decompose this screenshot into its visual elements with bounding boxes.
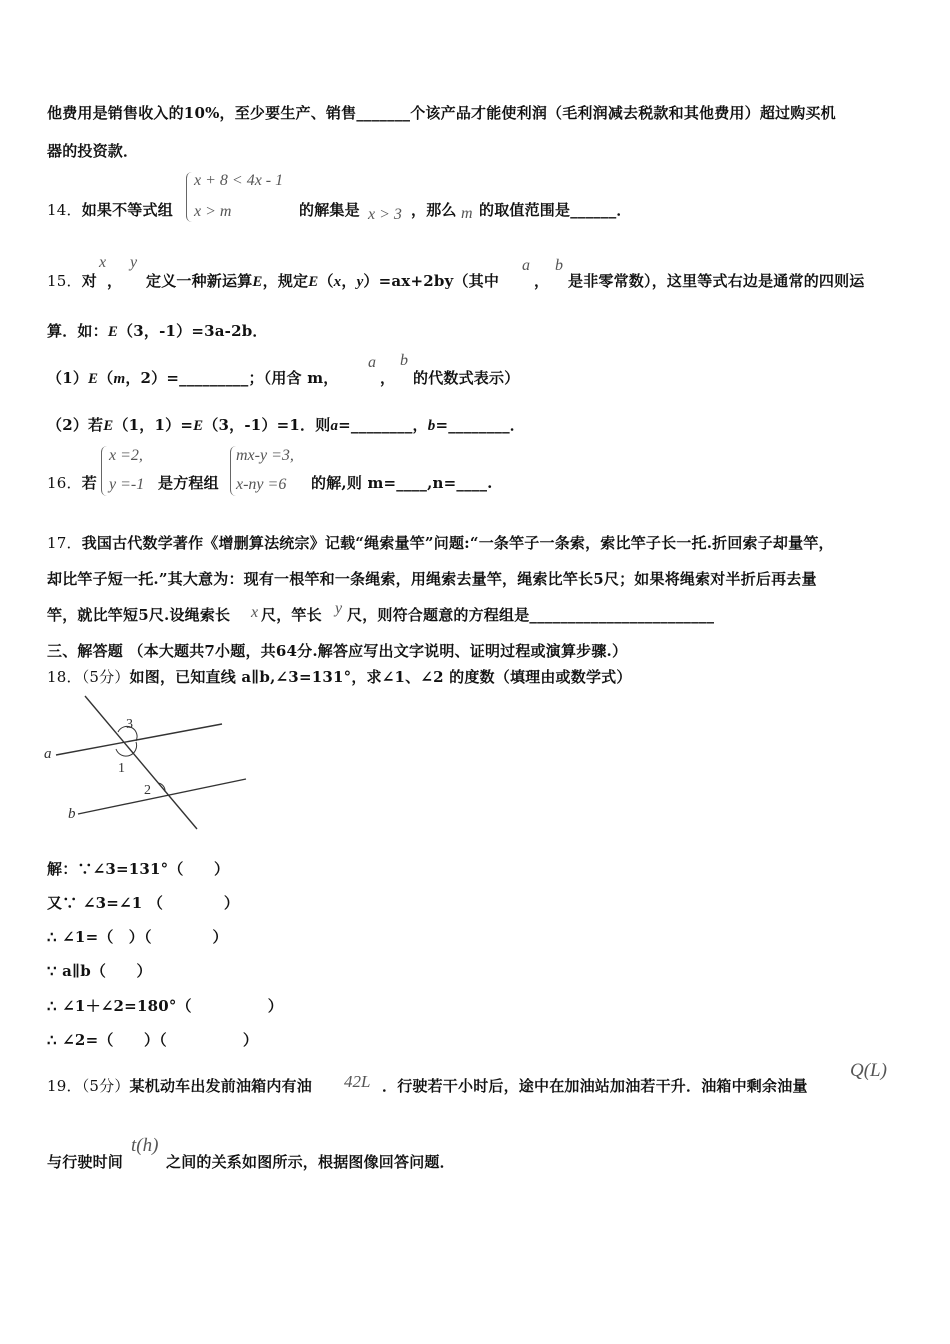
q15-p1b: （ xyxy=(98,369,114,387)
q15-p2a: （2）若 xyxy=(47,416,104,434)
section-3-heading: 三、解答题 （本大题共7小题，共64分.解答应写出文字说明、证明过程或演算步骤.） xyxy=(47,642,628,660)
q15-a4: （ xyxy=(318,272,334,290)
q14-var-m: m xyxy=(461,205,473,222)
q15-p1c: ，2）=_________；（用含 xyxy=(125,369,302,387)
q14-text-b: 的解集是 xyxy=(299,201,360,219)
q15-number: 15． xyxy=(47,272,82,290)
q15-p1d: m， xyxy=(307,369,339,387)
q15-E: E xyxy=(252,274,263,290)
q16-sys2-eq2: x-ny =6 xyxy=(236,476,287,493)
q14-text-d: 的取值范围是______． xyxy=(479,201,632,219)
continuation-line-2: 器的投资款． xyxy=(47,142,139,160)
q15-E-4: E xyxy=(88,371,99,387)
q16-sys1-eq2: y =-1 xyxy=(109,476,145,493)
q17-line-3c: 尺，则符合题意的方程组是________________________ xyxy=(347,606,715,624)
q16-tail: 的解,则 m=____,n=____. xyxy=(311,474,493,492)
q14-number: 14． xyxy=(47,201,82,219)
label-3: 3 xyxy=(126,717,133,732)
line-a xyxy=(56,724,222,755)
q14-system-brace xyxy=(186,172,192,222)
q15-a5: ）=ax+2by（其中 xyxy=(363,272,500,290)
q19-line-1b: ．行驶若干小时后，途中在加油站加油若干升．油箱中剩余油量 xyxy=(382,1077,808,1095)
q15-comma-2: ， xyxy=(534,272,550,290)
q18-step-1: 解：∵∠3=131°（ ） xyxy=(47,860,230,878)
q15-a3: ，规定 xyxy=(262,272,309,290)
q14-eq-1: x + 8 < 4x - 1 xyxy=(194,172,284,189)
q19-line-2b: 之间的关系如图所示，根据图像回答问题． xyxy=(166,1153,455,1171)
q14-eq-2: x > m xyxy=(194,203,232,220)
q17-line-3a: 竿，就比竿短5尺.设绳索长 xyxy=(47,606,231,624)
q15-example xyxy=(47,320,268,341)
q18-step-6: ∴ ∠2=（ ）（ ） xyxy=(47,1031,259,1049)
q18-step-3: ∴ ∠1=（ ）（ ） xyxy=(47,928,228,946)
q15-a4y: y xyxy=(356,274,364,290)
q15-E-3: E xyxy=(107,324,119,340)
label-b: b xyxy=(68,806,76,822)
q18-number: 18． xyxy=(47,668,82,686)
q19-number: 19． xyxy=(47,1077,82,1095)
q14-text-a: 如果不等式组 xyxy=(81,201,173,219)
q15-start xyxy=(47,270,97,291)
q19-t1: 某机动车出发前油箱内有油 xyxy=(129,1077,312,1095)
q15-p2c: （3，-1）=1．则 xyxy=(203,416,331,434)
q15-p1a: （1） xyxy=(47,369,89,387)
q15-a2: 定义一种新运算 xyxy=(146,272,253,290)
question-14 xyxy=(47,199,173,220)
q15-E-6: E xyxy=(193,418,204,434)
label-a: a xyxy=(44,746,52,762)
label-2: 2 xyxy=(144,783,151,798)
q17-line-2: 却比竿子短一托.”其大意为：现有一根竿和一条绳索，用绳索去量竿，绳索比竿长5尺；如果将绳索对半折后再去量 xyxy=(47,570,817,588)
q17-number: 17． xyxy=(47,534,82,552)
q16-sys1-eq1: x =2, xyxy=(109,447,143,464)
q15-var-x: x xyxy=(99,254,107,271)
q15-a4x: x xyxy=(333,274,342,290)
q15-comma-1: ， xyxy=(107,272,123,290)
q15-p1-var-a: a xyxy=(368,354,376,371)
q17-var-x: x xyxy=(251,604,259,621)
q16-brace-1 xyxy=(101,446,107,496)
q19-line-1 xyxy=(47,1075,312,1096)
q19-th: t(h) xyxy=(131,1135,159,1156)
q15-definition xyxy=(146,270,499,291)
q17-var-y: y xyxy=(335,600,343,617)
q14-text-c: ，那么 xyxy=(411,201,457,219)
q16-text-fangchengzu: 是方程组 xyxy=(158,474,219,492)
q18-prompt xyxy=(47,666,632,687)
q15-line2a: 算．如： xyxy=(47,322,108,340)
label-1: 1 xyxy=(118,761,125,776)
q15-var-y: y xyxy=(130,254,138,271)
q18-step-4: ∵ a∥b（ ） xyxy=(47,962,152,980)
q19-line-2a: 与行驶时间 xyxy=(47,1153,124,1171)
q15-p1m: m xyxy=(113,371,126,387)
q18-step-2: 又∵ ∠3=∠1 （ ） xyxy=(47,894,240,912)
q15-p2d: =________， xyxy=(338,416,428,434)
q15-p1-var-b: b xyxy=(400,352,408,369)
q15-p2-var-b: b xyxy=(427,418,436,434)
q18-text: 如图，已知直线 a∥b,∠3=131°，求∠1、∠2 的度数（填理由或数学式） xyxy=(129,668,632,686)
q19-QL: Q(L) xyxy=(850,1060,887,1081)
q18-step-5: ∴ ∠1＋∠2=180°（ ） xyxy=(47,997,283,1015)
q15-a4c: ， xyxy=(341,272,357,290)
q15-var-a: a xyxy=(522,257,530,274)
q17-line-1 xyxy=(47,532,834,553)
q15-p1-tail: 的代数式表示） xyxy=(413,369,520,387)
q19-42L: 42L xyxy=(344,1072,371,1091)
q16-sys2-eq1: mx-y =3, xyxy=(236,447,294,464)
q14-condition: x > 3 xyxy=(368,206,402,223)
q16-start xyxy=(47,472,97,493)
q15-dui: 对 xyxy=(81,272,97,290)
q15-part-1 xyxy=(47,367,338,388)
q16-number: 16． xyxy=(47,474,82,492)
q19-points: （5分） xyxy=(81,1077,130,1095)
q17-line-3b: 尺，竿长 xyxy=(261,606,322,624)
q15-p2b: （1，1）= xyxy=(113,416,194,434)
q15-line2b: （3，-1）=3a-2b． xyxy=(118,322,268,340)
q17-l1: 我国古代数学著作《增删算法统宗》记载“绳索量竿”问题:“一条竿子一条索，索比竿子长一托.折回索子却量竿， xyxy=(81,534,834,552)
q15-definition-end: 是非零常数），这里等式右边是通常的四则运 xyxy=(568,272,865,290)
q15-p2-var-a: a xyxy=(330,418,339,434)
q15-p2e: =________． xyxy=(435,416,526,434)
q16-ruo: 若 xyxy=(81,474,97,492)
q15-part-2 xyxy=(47,414,525,435)
q18-figure xyxy=(40,692,260,842)
q15-E-5: E xyxy=(103,418,114,434)
q15-var-b: b xyxy=(555,257,563,274)
q15-p1-comma: ， xyxy=(380,369,396,387)
q15-E-2: E xyxy=(308,274,319,290)
q18-points: （5分） xyxy=(81,668,130,686)
continuation-line-1: 他费用是销售收入的10%，至少要生产、销售_______个该产品才能使利润（毛利润减去税款和其他费用）超过购买机 xyxy=(47,104,836,122)
